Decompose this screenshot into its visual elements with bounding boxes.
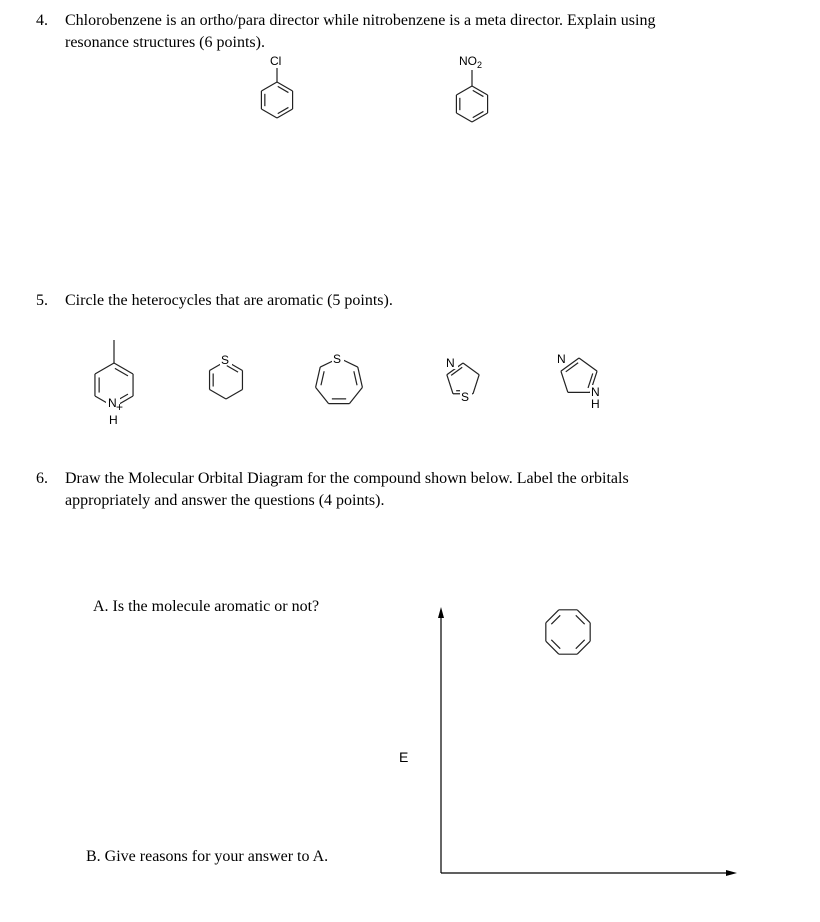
pyridinium-plus-label: +: [116, 400, 124, 414]
cyclooctatetraene-bond: [577, 610, 590, 623]
question-5-number: 5.: [36, 292, 48, 309]
nitrobenzene-bond: [456, 113, 472, 122]
imidazole-n2-label: N: [591, 385, 600, 399]
thiazole-s-label: S: [461, 390, 470, 404]
energy-label: E: [399, 749, 409, 765]
cyclooctatetraene-bond: [546, 610, 559, 623]
thiepine-bond: [358, 367, 363, 387]
thiepine-double-bond: [354, 371, 357, 385]
question-6-text-line1: Draw the Molecular Orbital Diagram for the compound shown below. Label the orbitals: [65, 470, 629, 487]
cyclooctatetraene-bond: [577, 641, 590, 654]
question-6-number: 6.: [36, 470, 48, 487]
nitrobenzene-no2-label: $NO_2$: [459, 54, 483, 70]
thiepine-s-label: S: [333, 352, 342, 366]
pyridinium-bond: [114, 363, 133, 374]
thiepine-bond: [316, 387, 329, 403]
horizontal-axis-arrow-icon: [726, 870, 737, 876]
nitrobenzene-bond: [472, 86, 488, 95]
question-6-text-line2: appropriately and answer the questions (4 points).: [65, 492, 385, 509]
imidazole-bond: [579, 358, 597, 371]
nitrobenzene-bond: [456, 86, 472, 95]
question-4-text-line2: resonance structures (6 points).: [65, 34, 265, 51]
chlorobenzene-bond: [277, 109, 293, 118]
thiazole-bond: [447, 375, 453, 394]
thiepine-bond: [349, 387, 362, 403]
question-4-number: 4.: [36, 12, 48, 29]
chlorobenzene-bond: [277, 82, 293, 91]
thiazole-bond: [463, 363, 479, 375]
thiepine-bond: [316, 367, 321, 387]
imidazole-bond: [561, 371, 568, 392]
imidazole-h-label: H: [591, 397, 600, 411]
subquestion-a: A. Is the molecule aromatic or not?: [93, 598, 320, 615]
pyridinium-bond: [95, 363, 114, 374]
chlorobenzene-bond: [261, 109, 277, 118]
thiopyran-bond: [210, 390, 226, 400]
chlorobenzene-cl-label: Cl: [270, 54, 282, 68]
pyridinium-h-label: H: [109, 413, 118, 427]
question-4-text-line1: Chlorobenzene is an ortho/para director while nitrobenzene is a meta director. Explain using: [65, 12, 656, 29]
energy-axis-arrow-icon: [438, 607, 444, 618]
subquestion-b: B. Give reasons for your answer to A.: [86, 848, 329, 865]
pyridinium-n-label: N: [108, 396, 117, 410]
thiazole-n-label: N: [446, 356, 455, 370]
question-5-text: Circle the heterocycles that are aromatic (5 points).: [65, 292, 393, 309]
thiopyran-bond: [226, 390, 242, 400]
thiepine-double-bond: [321, 371, 324, 385]
thiazole-bond: [473, 375, 479, 394]
cyclooctatetraene-bond: [546, 641, 559, 654]
thiopyran-s-label: S: [221, 353, 230, 367]
nitrobenzene-bond: [472, 113, 488, 122]
imidazole-n1-label: N: [557, 352, 566, 366]
chlorobenzene-bond: [261, 82, 277, 91]
